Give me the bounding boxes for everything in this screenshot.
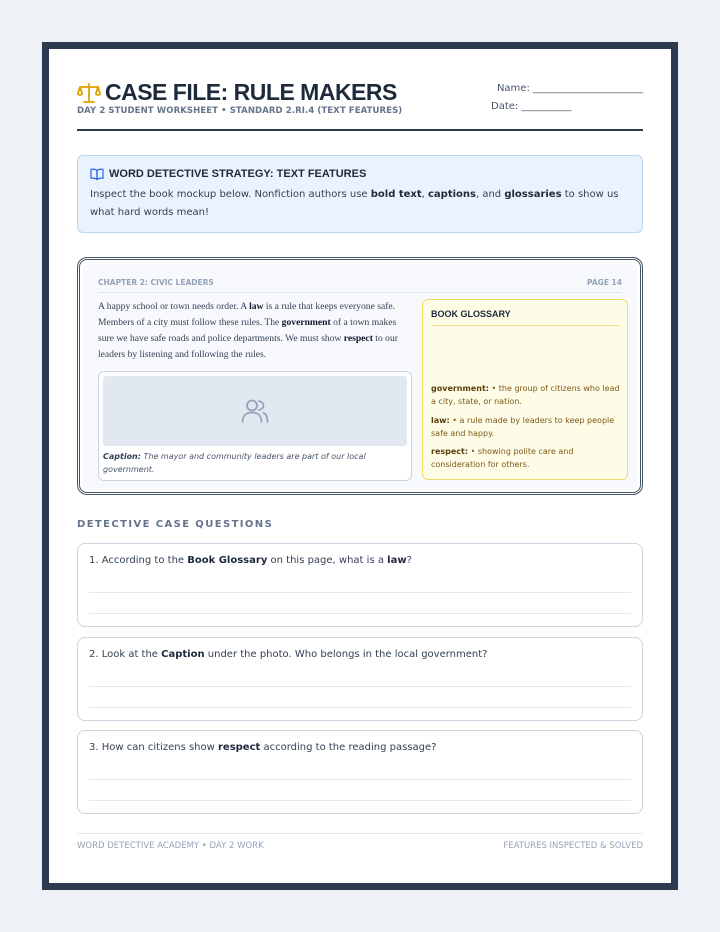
- divider: [431, 325, 619, 326]
- photo-placeholder: [103, 376, 407, 446]
- question-card[interactable]: [77, 637, 643, 721]
- scale-icon: [77, 82, 101, 104]
- page-number: PAGE 14: [587, 278, 622, 287]
- name-field[interactable]: Name: ______________________: [496, 83, 643, 94]
- answer-line[interactable]: [89, 613, 631, 614]
- term-government: government: [281, 317, 331, 328]
- bold-text-term: bold text: [370, 189, 422, 200]
- photo-card: [98, 371, 412, 481]
- caption-label: Caption:: [103, 452, 141, 461]
- book-mockup: [77, 257, 643, 495]
- answer-line[interactable]: [89, 800, 631, 801]
- worksheet: [49, 49, 671, 883]
- term-respect: respect: [343, 333, 373, 344]
- question-text: 1. According to the Book Glossary on this page, what is a law?: [89, 555, 412, 566]
- section-heading: DETECTIVE CASE QUESTIONS: [77, 519, 274, 530]
- strategy-title: WORD DETECTIVE STRATEGY: TEXT FEATURES: [109, 168, 367, 180]
- worksheet-header: [77, 79, 643, 131]
- footer-left: WORD DETECTIVE ACADEMY • DAY 2 WORK: [77, 841, 264, 851]
- strategy-text: Inspect the book mockup below. Nonfiction authors use bold text, captions, and glossaries to show us what hard words mean!: [90, 189, 619, 218]
- page-subtitle: DAY 2 STUDENT WORKSHEET • STANDARD 2.RI.4 (TEXT FEATURES): [77, 106, 403, 116]
- glossary-title: BOOK GLOSSARY: [431, 309, 511, 319]
- glossary-entry: respect: • showing polite care and consideration for others.: [431, 447, 574, 469]
- term-law: law: [249, 301, 264, 312]
- book-glossary: [422, 299, 628, 480]
- date-field[interactable]: Date: __________: [491, 101, 572, 112]
- question-card[interactable]: [77, 730, 643, 814]
- page-title: CASE FILE: RULE MAKERS: [105, 79, 397, 105]
- answer-line[interactable]: [89, 592, 631, 593]
- reading-passage: A happy school or town needs order. A law is a rule that keeps everyone safe. Members of a city must follow these rules. The government of a town makes sure we have safe roads and police departments. We must show respect to our leaders by listening and following the rules.: [98, 301, 398, 360]
- people-icon: [241, 398, 269, 424]
- strategy-box: [77, 155, 643, 233]
- footer-right: FEATURES INSPECTED & SOLVED: [503, 841, 643, 851]
- photo-caption: Caption: The mayor and community leaders are part of our local government.: [103, 452, 366, 474]
- strategy-heading: [90, 168, 366, 180]
- chapter-label: CHAPTER 2: CIVIC LEADERS: [98, 278, 214, 287]
- captions-term: captions: [428, 189, 476, 200]
- question-text: 2. Look at the Caption under the photo. Who belongs in the local government?: [89, 649, 488, 660]
- answer-line[interactable]: [89, 686, 631, 687]
- answer-line[interactable]: [89, 779, 631, 780]
- question-text: 3. How can citizens show respect according to the reading passage?: [89, 742, 437, 753]
- glossary-entry: government: • the group of citizens who lead a city, state, or nation.: [431, 384, 620, 406]
- answer-line[interactable]: [89, 707, 631, 708]
- glossaries-term: glossaries: [504, 189, 562, 200]
- question-card[interactable]: [77, 543, 643, 627]
- glossary-entry: law: • a rule made by leaders to keep people safe and happy.: [431, 416, 615, 438]
- footer-divider: [77, 833, 643, 834]
- book-icon: [90, 168, 104, 180]
- divider: [98, 292, 622, 293]
- title-row: [77, 79, 397, 106]
